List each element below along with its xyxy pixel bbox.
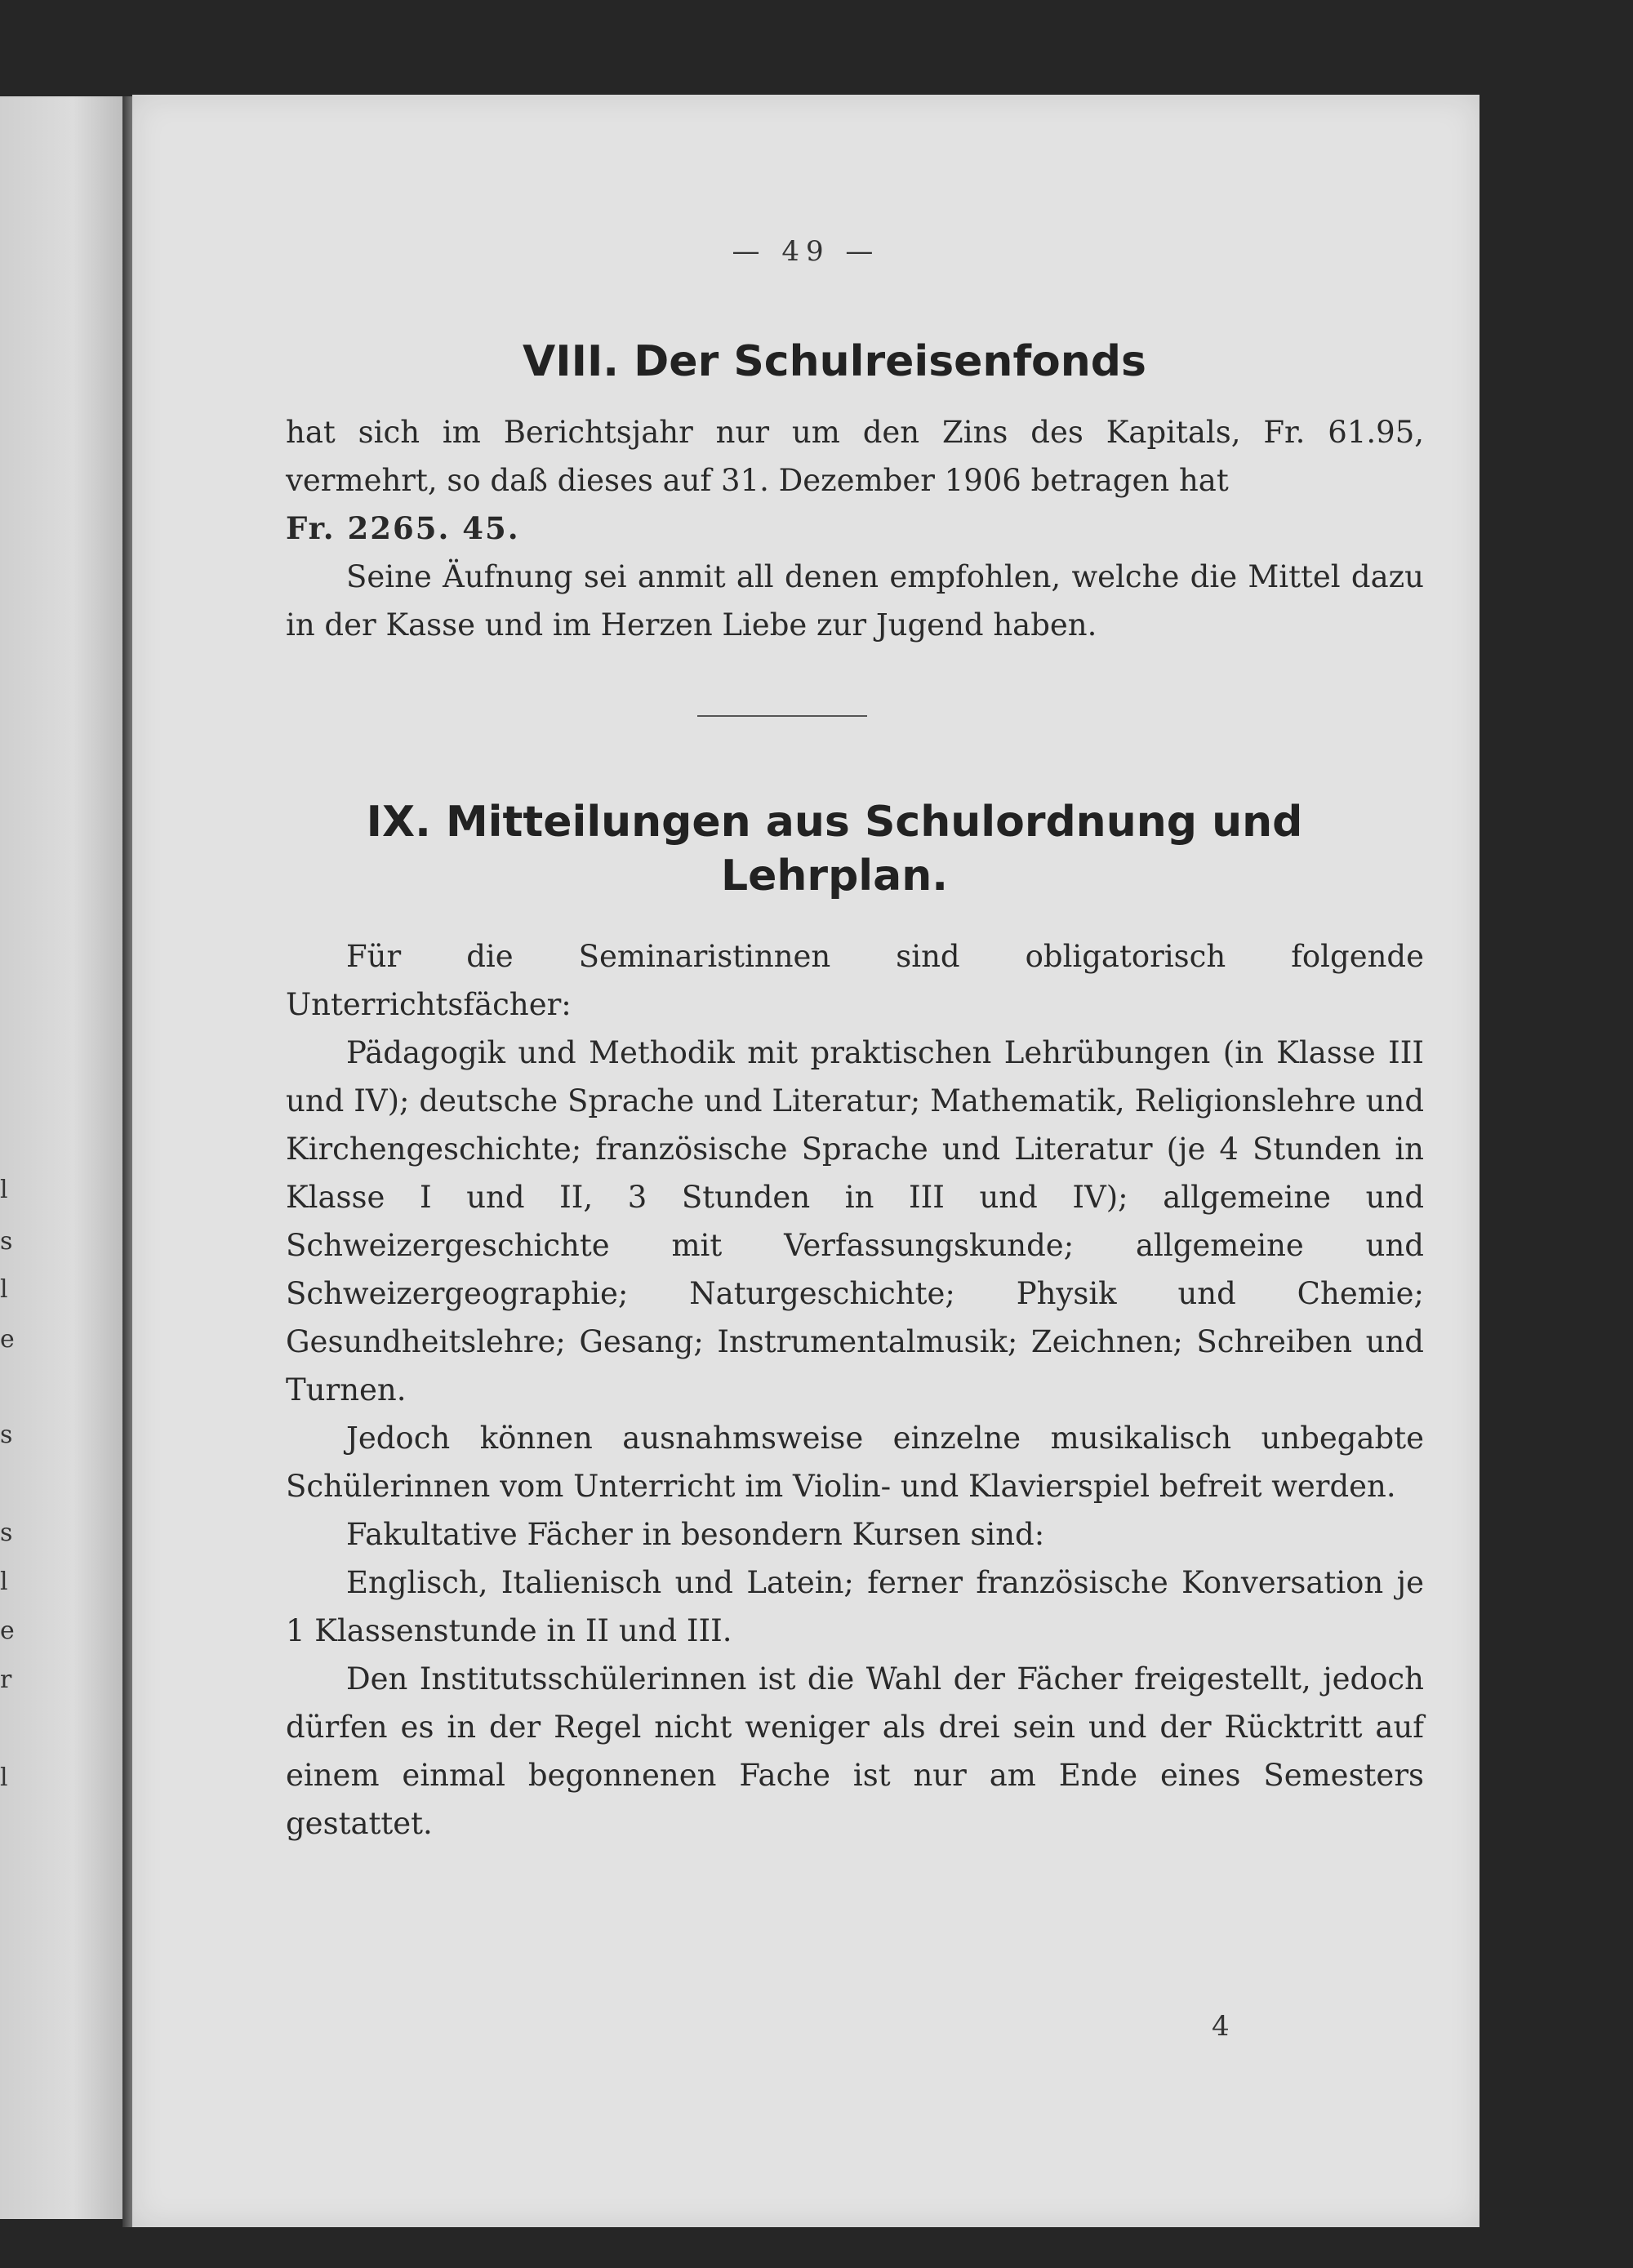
left-page-margin-glyphs	[0, 96, 24, 2219]
margin-glyph: e	[0, 1325, 15, 1354]
section-9-paragraph: Jedoch können ausnahmsweise einzelne musikalisch unbegabte Schülerinnen vom Unterricht im Violin- und Klavierspiel befreit werden.	[286, 1421, 1424, 1504]
signature-mark: 4	[1212, 2010, 1230, 2043]
section-9-title-line-1: IX. Mitteilungen aus Schulordnung und	[366, 798, 1303, 847]
section-8-paragraph	[286, 408, 1424, 553]
margin-glyph: l	[0, 1568, 8, 1596]
margin-glyph: l	[0, 1176, 8, 1204]
page-number: — 49 —	[732, 235, 880, 268]
section-9-body	[286, 932, 1424, 1848]
left-page-edge	[0, 96, 122, 2219]
section-9-paragraph: Pädagogik und Methodik mit praktischen Lehrübungen (in Klasse III und IV); deutsche Sprache und Literatur; Mathematik, Religionslehre und Kirchengeschichte; französische Sprache und Literatur (je 4 Stunden in Klasse I und II, 3 Stunden in III und IV); allgemeine und Schweizergeschichte mit Verfassungskunde; allgemeine und Schweizergeographie; Naturgeschichte; Physik und Chemie; Gesundheitslehre; Gesang; Instrumentalmusik; Zeichnen; Schreiben und Turnen.	[286, 1035, 1424, 1407]
margin-glyph: s	[0, 1227, 13, 1256]
section-8-paragraph-2: Seine Äufnung sei anmit all denen empfohlen, welche die Mittel dazu in der Kasse und im Herzen Liebe zur Jugend haben.	[286, 559, 1424, 643]
section-8-body	[286, 408, 1424, 649]
section-9-paragraph: Englisch, Italienisch und Latein; ferner französische Konversation je 1 Klassenstunde in II und III.	[286, 1565, 1424, 1648]
margin-glyph: s	[0, 1421, 13, 1449]
section-9-paragraph: Fakultative Fächer in besondern Kursen sind:	[346, 1517, 1045, 1552]
section-9-paragraph: Den Institutsschülerinnen ist die Wahl der Fächer freigestellt, jedoch dürfen es in der Regel nicht weniger als drei sein und der Rücktritt auf einem einmal begonnenen Fache ist nur am Ende eines Semesters gestattet.	[286, 1661, 1424, 1841]
book-page	[132, 95, 1479, 2227]
margin-glyph: r	[0, 1665, 12, 1694]
fund-amount: Fr. 2265. 45.	[286, 510, 520, 546]
section-9-paragraph: Für die Seminaristinnen sind obligatorisch folgende Unterrichtsfächer:	[286, 939, 1424, 1022]
margin-glyph: l	[0, 1275, 8, 1304]
margin-glyph: e	[0, 1617, 15, 1645]
margin-glyph: l	[0, 1763, 8, 1792]
margin-glyph: s	[0, 1519, 13, 1547]
section-8-para1-text: hat sich im Berichtsjahr nur um den Zins des Kapitals, Fr. 61.95, vermehrt, so daß dieses auf 31. Dezember 1906 betragen hat	[286, 415, 1424, 498]
section-8-title: VIII. Der Schulreisenfonds	[523, 337, 1146, 386]
section-divider	[697, 715, 867, 717]
section-9-title-line-2: Lehrplan.	[721, 852, 948, 901]
